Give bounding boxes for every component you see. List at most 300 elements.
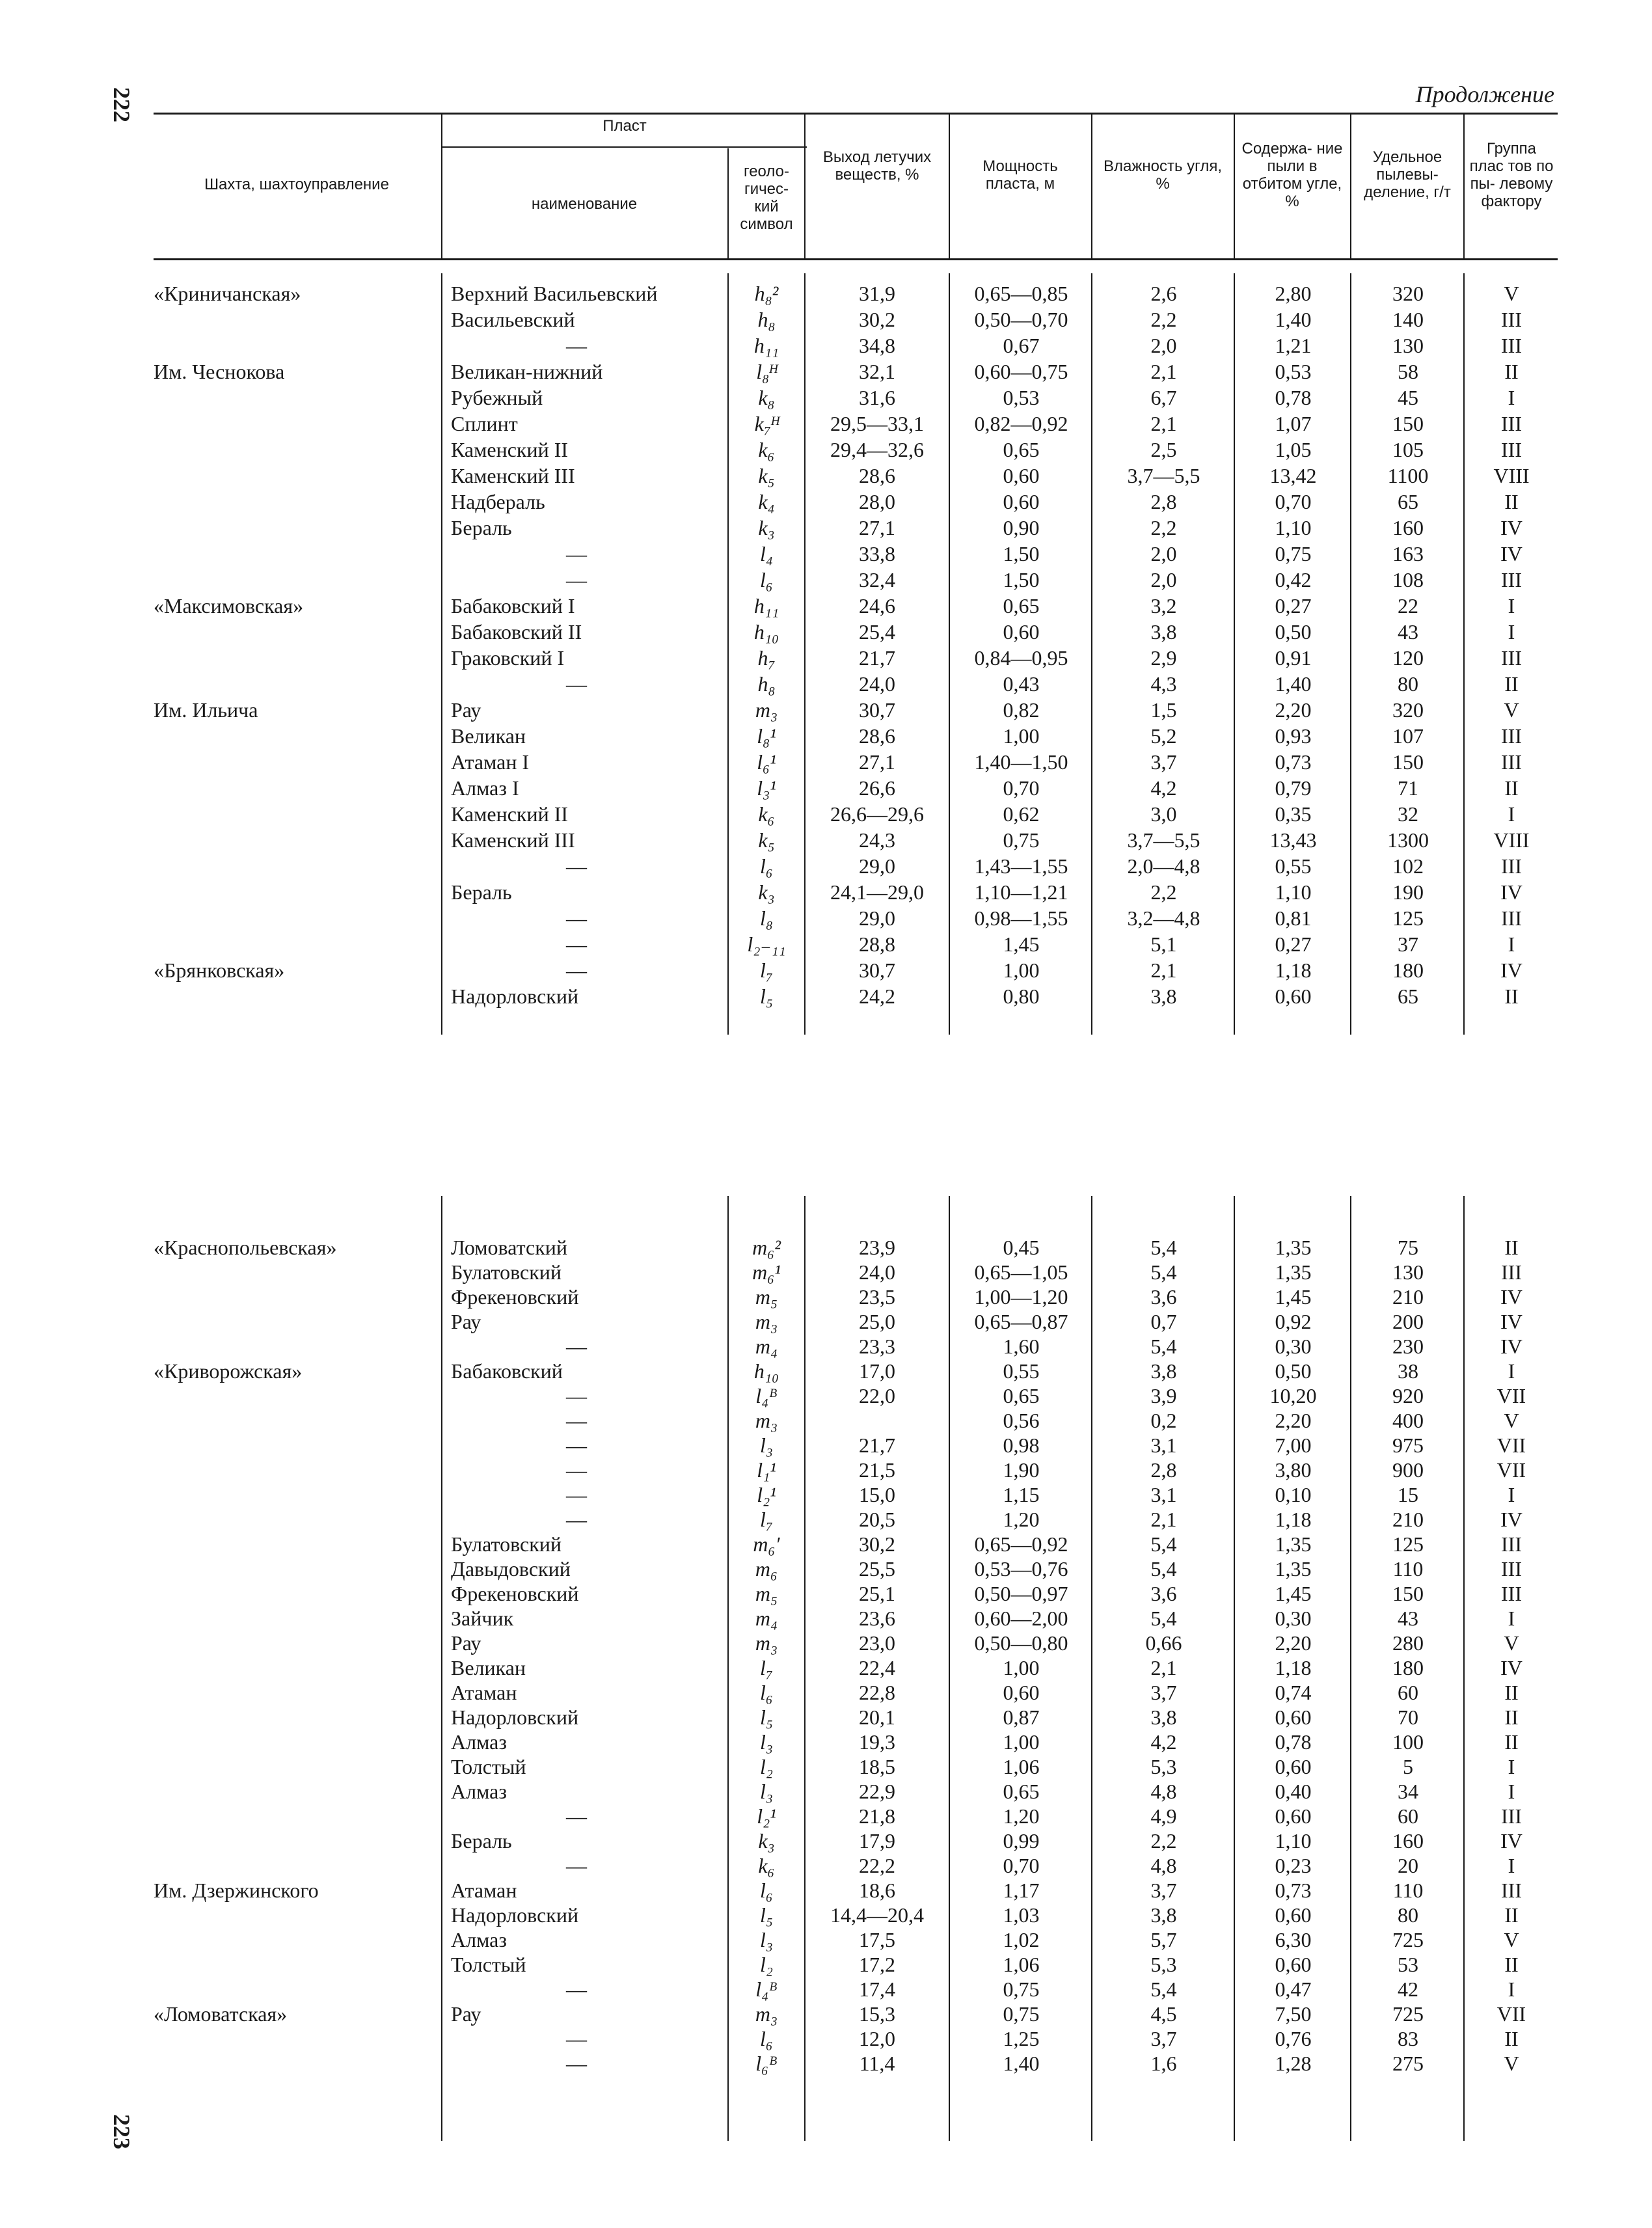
table-row	[0, 464, 1652, 487]
cell-volatile: 29,4—32,6	[830, 438, 924, 461]
cell-group: III	[1501, 906, 1522, 930]
cell-seam-name: —	[566, 672, 587, 696]
cell-volatile: 26,6	[859, 776, 895, 800]
cell-thickness: 1,06	[1003, 1755, 1040, 1778]
cell-geo-symbol: l₃¹	[757, 776, 776, 800]
cell-dust-content: 0,53	[1275, 360, 1312, 383]
cell-dust-content: 0,60	[1275, 1903, 1312, 1927]
cell-volatile: 27,1	[859, 516, 895, 539]
cell-geo-symbol: l₂₋₁₁	[747, 932, 786, 956]
cell-seam-name: Каменский II	[451, 438, 569, 461]
cell-moisture: 4,2	[1150, 1730, 1177, 1754]
cell-geo-symbol: l₃	[759, 1780, 773, 1803]
cell-specific-dust: 140	[1392, 308, 1424, 331]
cell-specific-dust: 1300	[1387, 828, 1429, 852]
cell-volatile: 24,6	[859, 594, 895, 618]
continuation-label: Продолжение	[1415, 81, 1554, 107]
cell-dust-content: 7,50	[1275, 2002, 1312, 2026]
cell-group: III	[1501, 1582, 1522, 1605]
cell-dust-content: 1,07	[1275, 412, 1312, 435]
cell-geo-symbol: k₃	[758, 880, 775, 904]
cell-geo-symbol: l₆¹	[757, 750, 776, 774]
cell-moisture: 3,8	[1150, 1705, 1177, 1729]
table-row	[0, 1730, 1652, 1754]
cell-thickness: 1,45	[1003, 932, 1040, 956]
cell-geo-symbol: l₅	[759, 1705, 773, 1729]
cell-mine: «Брянковская»	[154, 958, 285, 982]
cell-dust-content: 3,80	[1275, 1458, 1312, 1482]
cell-thickness: 0,80	[1003, 985, 1040, 1008]
cell-seam-name: Надорловский	[451, 1903, 579, 1927]
cell-specific-dust: 32	[1398, 802, 1418, 826]
cell-group: I	[1508, 1359, 1515, 1383]
table-row	[0, 1804, 1652, 1828]
cell-volatile: 31,6	[859, 386, 895, 409]
cell-moisture: 3,9	[1150, 1384, 1177, 1407]
cell-specific-dust: 110	[1392, 1879, 1424, 1902]
header-bottom-rule	[154, 258, 1558, 260]
cell-moisture: 3,0	[1150, 802, 1177, 826]
cell-group: III	[1501, 724, 1522, 748]
cell-seam-name: —	[566, 1384, 587, 1407]
table-row	[0, 1532, 1652, 1556]
cell-volatile: 21,5	[859, 1458, 895, 1482]
cell-geo-symbol: h₁₀	[753, 1359, 779, 1383]
cell-moisture: 4,2	[1150, 776, 1177, 800]
cell-seam-name: Каменский III	[451, 828, 575, 852]
cell-group: III	[1501, 438, 1522, 461]
cell-group: I	[1508, 1854, 1515, 1877]
cell-seam-name: —	[566, 1458, 587, 1482]
cell-thickness: 0,53—0,76	[974, 1557, 1068, 1581]
cell-geo-symbol: h₁₁	[753, 594, 779, 618]
cell-dust-content: 0,73	[1275, 1879, 1312, 1902]
cell-seam-name: —	[566, 1854, 587, 1877]
table-row	[0, 1977, 1652, 2001]
cell-geo-symbol: l₈ᴴ	[756, 360, 777, 383]
cell-seam-name: Бабаковский II	[451, 620, 582, 644]
table-row	[0, 620, 1652, 644]
cell-dust-content: 0,55	[1275, 854, 1312, 878]
cell-group: IV	[1500, 1829, 1523, 1853]
cell-specific-dust: 163	[1392, 542, 1424, 565]
table-row	[0, 1607, 1652, 1630]
cell-specific-dust: 725	[1392, 1928, 1424, 1951]
table-row	[0, 386, 1652, 409]
cell-geo-symbol: l₂	[759, 1953, 773, 1976]
cell-specific-dust: 280	[1392, 1631, 1424, 1655]
cell-thickness: 0,43	[1003, 672, 1040, 696]
cell-group: II	[1504, 360, 1519, 383]
cell-thickness: 0,70	[1003, 776, 1040, 800]
cell-volatile: 20,5	[859, 1508, 895, 1531]
cell-dust-content: 1,35	[1275, 1532, 1312, 1556]
cell-volatile: 32,1	[859, 360, 895, 383]
cell-geo-symbol: l₇	[759, 958, 773, 982]
table-row	[0, 1928, 1652, 1951]
col-divider	[1091, 115, 1092, 258]
cell-volatile: 22,4	[859, 1656, 895, 1679]
cell-geo-symbol: l₆	[759, 568, 773, 591]
cell-specific-dust: 102	[1392, 854, 1424, 878]
cell-group: I	[1508, 594, 1515, 618]
cell-dust-content: 0,50	[1275, 1359, 1312, 1383]
cell-volatile: 32,4	[859, 568, 895, 591]
cell-dust-content: 1,35	[1275, 1260, 1312, 1284]
cell-group: III	[1501, 334, 1522, 357]
cell-seam-name: —	[566, 854, 587, 878]
cell-volatile: 30,7	[859, 698, 895, 722]
cell-geo-symbol: k₆	[758, 802, 775, 826]
cell-seam-name: Толстый	[451, 1953, 526, 1976]
cell-moisture: 4,8	[1150, 1780, 1177, 1803]
cell-moisture: 6,7	[1150, 386, 1177, 409]
seam-header-rule	[442, 146, 807, 148]
cell-moisture: 2,2	[1150, 308, 1177, 331]
cell-geo-symbol: m₆′	[753, 1532, 780, 1556]
cell-thickness: 1,40	[1003, 2052, 1040, 2075]
cell-thickness: 0,60	[1003, 490, 1040, 513]
cell-geo-symbol: l₃	[759, 1433, 773, 1457]
cell-group: IV	[1500, 516, 1523, 539]
cell-geo-symbol: h₈	[757, 308, 776, 331]
cell-moisture: 5,4	[1150, 1532, 1177, 1556]
cell-volatile: 25,5	[859, 1557, 895, 1581]
cell-geo-symbol: m₃	[755, 698, 778, 722]
cell-group: I	[1508, 386, 1515, 409]
cell-geo-symbol: k₅	[758, 464, 775, 487]
cell-moisture: 4,8	[1150, 1854, 1177, 1877]
cell-geo-symbol: l₆	[759, 1681, 773, 1704]
table-row	[0, 308, 1652, 331]
cell-specific-dust: 200	[1392, 1310, 1424, 1333]
cell-geo-symbol: m₃	[755, 1631, 778, 1655]
cell-volatile: 21,8	[859, 1804, 895, 1828]
cell-specific-dust: 42	[1398, 1977, 1418, 2001]
cell-volatile: 28,6	[859, 464, 895, 487]
cell-moisture: 3,8	[1150, 985, 1177, 1008]
cell-specific-dust: 45	[1398, 386, 1418, 409]
cell-thickness: 0,60	[1003, 464, 1040, 487]
cell-geo-symbol: m₄	[755, 1335, 778, 1358]
cell-dust-content: 0,50	[1275, 620, 1312, 644]
cell-specific-dust: 130	[1392, 334, 1424, 357]
cell-geo-symbol: m₅	[755, 1285, 778, 1309]
col-divider	[727, 148, 729, 258]
cell-moisture: 3,7	[1150, 1879, 1177, 1902]
cell-geo-symbol: l₂¹	[757, 1804, 776, 1828]
cell-volatile: 34,8	[859, 334, 895, 357]
cell-thickness: 0,60	[1003, 1681, 1040, 1704]
cell-specific-dust: 43	[1398, 1607, 1418, 1630]
cell-group: VII	[1496, 1384, 1526, 1407]
table-row	[0, 958, 1652, 982]
table-row	[0, 1260, 1652, 1284]
cell-specific-dust: 130	[1392, 1260, 1424, 1284]
cell-thickness: 0,75	[1003, 828, 1040, 852]
cell-specific-dust: 150	[1392, 412, 1424, 435]
cell-thickness: 1,60	[1003, 1335, 1040, 1358]
table-row	[0, 802, 1652, 826]
cell-dust-content: 0,78	[1275, 386, 1312, 409]
cell-seam-name: Рубежный	[451, 386, 543, 409]
cell-dust-content: 0,30	[1275, 1335, 1312, 1358]
cell-group: VIII	[1493, 828, 1530, 852]
cell-thickness: 1,03	[1003, 1903, 1040, 1927]
cell-moisture: 3,8	[1150, 1359, 1177, 1383]
cell-group: I	[1508, 802, 1515, 826]
cell-specific-dust: 38	[1398, 1359, 1418, 1383]
cell-volatile: 11,4	[859, 2052, 895, 2075]
cell-dust-content: 1,10	[1275, 880, 1312, 904]
cell-moisture: 2,6	[1150, 282, 1177, 305]
table-row	[0, 412, 1652, 435]
cell-volatile: 28,6	[859, 724, 895, 748]
cell-moisture: 2,9	[1150, 646, 1177, 670]
cell-specific-dust: 230	[1392, 1335, 1424, 1358]
cell-volatile: 29,0	[859, 854, 895, 878]
cell-moisture: 2,5	[1150, 438, 1177, 461]
cell-group: II	[1504, 985, 1519, 1008]
cell-thickness: 0,75	[1003, 2002, 1040, 2026]
cell-group: II	[1504, 1681, 1519, 1704]
cell-volatile: 26,6—29,6	[830, 802, 924, 826]
cell-geo-symbol: k₅	[758, 828, 775, 852]
cell-thickness: 0,60	[1003, 620, 1040, 644]
cell-geo-symbol: l₈	[759, 906, 773, 930]
cell-moisture: 3,1	[1150, 1433, 1177, 1457]
cell-geo-symbol: l₄	[759, 542, 773, 565]
table-row	[0, 828, 1652, 852]
cell-specific-dust: 15	[1398, 1483, 1418, 1506]
cell-geo-symbol: l₄ᴮ	[755, 1384, 778, 1407]
cell-seam-name: —	[566, 542, 587, 565]
cell-specific-dust: 320	[1392, 282, 1424, 305]
cell-group: II	[1504, 776, 1519, 800]
cell-seam-name: Бабаковский I	[451, 594, 575, 618]
cell-geo-symbol: m₆	[755, 1557, 778, 1581]
cell-specific-dust: 275	[1392, 2052, 1424, 2075]
cell-volatile: 25,1	[859, 1582, 895, 1605]
table-row	[0, 1483, 1652, 1506]
cell-specific-dust: 400	[1392, 1409, 1424, 1432]
cell-moisture: 4,5	[1150, 2002, 1177, 2026]
cell-mine: Им. Дзержинского	[154, 1879, 319, 1902]
cell-geo-symbol: m₃	[755, 2002, 778, 2026]
cell-dust-content: 1,21	[1275, 334, 1312, 357]
cell-group: IV	[1500, 1285, 1523, 1309]
cell-volatile: 20,1	[859, 1705, 895, 1729]
cell-dust-content: 0,27	[1275, 594, 1312, 618]
cell-seam-name: Булатовский	[451, 1260, 562, 1284]
cell-group: I	[1508, 1977, 1515, 2001]
cell-dust-content: 0,60	[1275, 1953, 1312, 1976]
cell-thickness: 1,15	[1003, 1483, 1040, 1506]
cell-thickness: 1,00	[1003, 958, 1040, 982]
cell-geo-symbol: h₁₀	[753, 620, 779, 644]
cell-thickness: 1,00	[1003, 724, 1040, 748]
cell-group: III	[1501, 646, 1522, 670]
cell-seam-name: —	[566, 334, 587, 357]
table-row	[0, 776, 1652, 800]
cell-seam-name: Алмаз I	[451, 776, 519, 800]
cell-moisture: 2,2	[1150, 880, 1177, 904]
cell-seam-name: —	[566, 1409, 587, 1432]
table-row	[0, 360, 1652, 383]
cell-group: VII	[1496, 1458, 1526, 1482]
cell-dust-content: 1,35	[1275, 1557, 1312, 1581]
cell-dust-content: 1,05	[1275, 438, 1312, 461]
cell-group: IV	[1500, 1508, 1523, 1531]
cell-mine: «Максимовская»	[154, 594, 304, 618]
table-row	[0, 1335, 1652, 1358]
cell-volatile: 30,7	[859, 958, 895, 982]
table-row	[0, 672, 1652, 696]
cell-specific-dust: 80	[1398, 672, 1418, 696]
cell-moisture: 3,7	[1150, 1681, 1177, 1704]
cell-specific-dust: 108	[1392, 568, 1424, 591]
cell-specific-dust: 160	[1392, 1829, 1424, 1853]
table-row	[0, 1656, 1652, 1679]
cell-moisture: 3,7	[1150, 2027, 1177, 2050]
cell-thickness: 0,65	[1003, 438, 1040, 461]
cell-group: I	[1508, 1780, 1515, 1803]
cell-volatile: 17,9	[859, 1829, 895, 1853]
cell-seam-name: —	[566, 958, 587, 982]
cell-seam-name: Атаман	[451, 1879, 517, 1902]
cell-dust-content: 0,70	[1275, 490, 1312, 513]
cell-volatile: 17,5	[859, 1928, 895, 1951]
cell-volatile: 28,0	[859, 490, 895, 513]
cell-volatile: 18,5	[859, 1755, 895, 1778]
cell-seam-name: Алмаз	[451, 1780, 507, 1803]
cell-thickness: 0,56	[1003, 1409, 1040, 1432]
cell-specific-dust: 70	[1398, 1705, 1418, 1729]
cell-seam-name: —	[566, 2052, 587, 2075]
cell-thickness: 1,00	[1003, 1730, 1040, 1754]
cell-seam-name: —	[566, 568, 587, 591]
cell-dust-content: 0,40	[1275, 1780, 1312, 1803]
table-row	[0, 1755, 1652, 1778]
cell-geo-symbol: l₇	[759, 1508, 773, 1531]
cell-moisture: 2,1	[1150, 1656, 1177, 1679]
cell-group: I	[1508, 932, 1515, 956]
cell-seam-name: Алмаз	[451, 1730, 507, 1754]
cell-group: III	[1501, 1260, 1522, 1284]
cell-seam-name: Бераль	[451, 516, 512, 539]
cell-seam-name: Надорловский	[451, 985, 579, 1008]
cell-volatile: 17,2	[859, 1953, 895, 1976]
header-dust-content: Содержа- ние пыли в отбитом угле, %	[1241, 140, 1343, 210]
table-row	[0, 750, 1652, 774]
cell-volatile: 23,6	[859, 1607, 895, 1630]
table-row	[0, 1829, 1652, 1853]
table-row	[0, 1359, 1652, 1383]
cell-moisture: 3,1	[1150, 1483, 1177, 1506]
cell-dust-content: 1,10	[1275, 516, 1312, 539]
cell-dust-content: 0,78	[1275, 1730, 1312, 1754]
header-volatile: Выход летучих веществ, %	[822, 148, 932, 183]
cell-thickness: 0,70	[1003, 1854, 1040, 1877]
cell-specific-dust: 210	[1392, 1285, 1424, 1309]
cell-geo-symbol: k₃	[758, 516, 775, 539]
cell-volatile: 30,2	[859, 308, 895, 331]
table-row	[0, 1384, 1652, 1407]
cell-volatile: 23,5	[859, 1285, 895, 1309]
cell-dust-content: 0,60	[1275, 985, 1312, 1008]
cell-geo-symbol: l₅	[759, 985, 773, 1008]
cell-moisture: 2,8	[1150, 490, 1177, 513]
cell-moisture: 5,1	[1150, 932, 1177, 956]
table-row	[0, 1953, 1652, 1976]
cell-moisture: 5,4	[1150, 1335, 1177, 1358]
cell-thickness: 0,99	[1003, 1829, 1040, 1853]
cell-dust-content: 0,60	[1275, 1705, 1312, 1729]
cell-seam-name: Давыдовский	[451, 1557, 571, 1581]
cell-geo-symbol: k₄	[758, 490, 775, 513]
cell-volatile: 22,0	[859, 1384, 895, 1407]
cell-specific-dust: 22	[1398, 594, 1418, 618]
cell-seam-name: Верхний Васильевский	[451, 282, 658, 305]
cell-dust-content: 1,10	[1275, 1829, 1312, 1853]
cell-moisture: 0,7	[1150, 1310, 1177, 1333]
cell-thickness: 0,50—0,70	[974, 308, 1068, 331]
cell-geo-symbol: l₂	[759, 1755, 773, 1778]
cell-specific-dust: 80	[1398, 1903, 1418, 1927]
header-specific-dust: Удельное пылевы- деление, г/т	[1364, 148, 1451, 201]
cell-geo-symbol: m₆²	[752, 1236, 781, 1259]
cell-thickness: 0,65	[1003, 1384, 1040, 1407]
cell-volatile: 19,3	[859, 1730, 895, 1754]
table-row	[0, 2052, 1652, 2075]
cell-specific-dust: 65	[1398, 490, 1418, 513]
cell-thickness: 1,17	[1003, 1879, 1040, 1902]
cell-specific-dust: 65	[1398, 985, 1418, 1008]
cell-group: IV	[1500, 542, 1523, 565]
cell-moisture: 3,6	[1150, 1285, 1177, 1309]
cell-specific-dust: 53	[1398, 1953, 1418, 1976]
cell-group: IV	[1500, 880, 1523, 904]
cell-geo-symbol: h₈	[757, 672, 776, 696]
cell-volatile: 23,9	[859, 1236, 895, 1259]
cell-mine: Им. Ильича	[154, 698, 258, 722]
cell-specific-dust: 150	[1392, 1582, 1424, 1605]
cell-group: I	[1508, 620, 1515, 644]
cell-geo-symbol: m₃	[755, 1409, 778, 1432]
cell-dust-content: 0,93	[1275, 724, 1312, 748]
cell-seam-name: Рау	[451, 1631, 481, 1655]
cell-geo-symbol: l₆	[759, 1879, 773, 1902]
cell-volatile: 29,5—33,1	[830, 412, 924, 435]
cell-group: IV	[1500, 958, 1523, 982]
cell-dust-content: 0,60	[1275, 1804, 1312, 1828]
table-row	[0, 1285, 1652, 1309]
cell-dust-content: 0,30	[1275, 1607, 1312, 1630]
cell-dust-content: 0,91	[1275, 646, 1312, 670]
cell-group: II	[1504, 490, 1519, 513]
cell-dust-content: 1,28	[1275, 2052, 1312, 2075]
table-row	[0, 490, 1652, 513]
cell-group: II	[1504, 1953, 1519, 1976]
cell-dust-content: 0,75	[1275, 542, 1312, 565]
cell-thickness: 1,10—1,21	[974, 880, 1068, 904]
cell-group: III	[1501, 750, 1522, 774]
cell-geo-symbol: k₇ᴴ	[754, 412, 779, 435]
cell-group: II	[1504, 1236, 1519, 1259]
cell-geo-symbol: m₃	[755, 1310, 778, 1333]
header-moisture: Влажность угля, %	[1103, 157, 1223, 193]
cell-moisture: 2,0	[1150, 568, 1177, 591]
